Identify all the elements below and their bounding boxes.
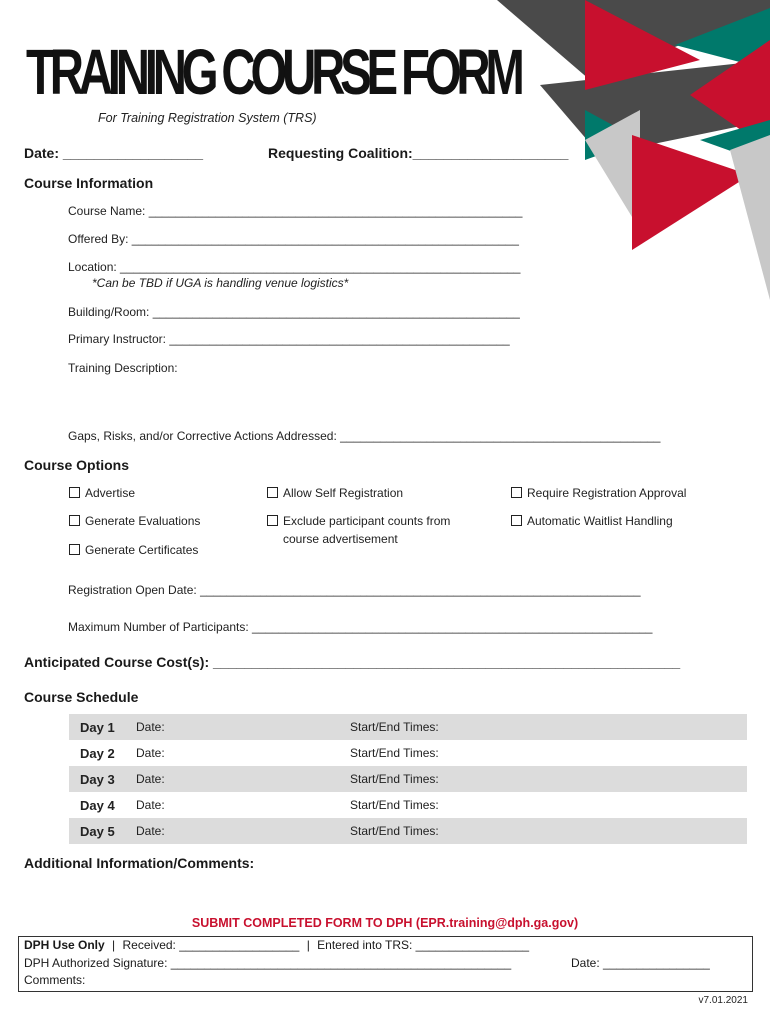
training-description-field[interactable]: Training Description:	[68, 361, 178, 375]
checkbox-icon	[69, 487, 80, 498]
table-row	[69, 714, 747, 740]
primary-instructor-field[interactable]: Primary Instructor: ___________________________________________________	[68, 332, 510, 346]
day-label: Day 3	[80, 771, 115, 787]
location-note: *Can be TBD if UGA is handling venue logistics*	[92, 276, 349, 290]
dph-date-field[interactable]: Date: ________________	[571, 956, 710, 970]
checkbox-label: Require Registration Approval	[527, 486, 687, 500]
location-field[interactable]: Location: ____________________________________________________________	[68, 260, 521, 274]
table-row	[69, 818, 747, 844]
course-options-heading: Course Options	[24, 457, 130, 473]
form-title: TRAINING COURSE FORM	[26, 36, 520, 108]
exclude-participant-counts-checkbox[interactable]	[267, 514, 450, 528]
course-information-heading: Course Information	[24, 175, 154, 191]
checkbox-icon	[267, 487, 278, 498]
generate-evaluations-checkbox[interactable]	[69, 514, 200, 528]
received-field[interactable]: Received: __________________	[122, 938, 300, 952]
day-label: Day 2	[80, 745, 115, 761]
times-cell[interactable]: Start/End Times:	[350, 720, 439, 734]
dph-comments-field[interactable]: Comments:	[24, 973, 86, 987]
times-cell[interactable]: Start/End Times:	[350, 798, 439, 812]
additional-comments-field[interactable]: Additional Information/Comments:	[24, 855, 255, 871]
generate-certificates-checkbox[interactable]	[69, 543, 198, 557]
advertise-checkbox[interactable]	[69, 486, 135, 500]
times-cell[interactable]: Start/End Times:	[350, 746, 439, 760]
course-schedule-heading: Course Schedule	[24, 689, 139, 705]
table-row	[69, 766, 747, 792]
require-registration-approval-checkbox[interactable]	[511, 486, 686, 500]
table-row	[69, 792, 747, 818]
allow-self-registration-checkbox[interactable]	[267, 486, 403, 500]
course-name-field[interactable]: Course Name: ________________________________________________________	[68, 204, 523, 218]
form-subtitle: For Training Registration System (TRS)	[98, 111, 317, 125]
checkbox-label: Allow Self Registration	[283, 486, 404, 500]
exclude-participant-counts-label-line2: course advertisement	[283, 532, 398, 546]
gaps-risks-field[interactable]: Gaps, Risks, and/or Corrective Actions Addressed: ________________________________________________	[68, 429, 661, 443]
offered-by-field[interactable]: Offered By: __________________________________________________________	[68, 232, 519, 246]
checkbox-label: Automatic Waitlist Handling	[527, 514, 673, 528]
checkbox-icon	[511, 515, 522, 526]
requesting-coalition-field[interactable]: Requesting Coalition:____________________	[268, 145, 569, 161]
day-label: Day 5	[80, 823, 115, 839]
date-cell[interactable]: Date:	[136, 720, 165, 734]
dph-use-only-label: DPH Use Only	[24, 938, 105, 952]
dph-row-1	[24, 938, 529, 952]
automatic-waitlist-checkbox[interactable]	[511, 514, 673, 528]
registration-open-date-field[interactable]: Registration Open Date: __________________________________________________________________	[68, 583, 641, 597]
checkbox-icon	[69, 544, 80, 555]
course-schedule-table	[69, 714, 747, 844]
checkbox-label: Generate Certificates	[85, 543, 199, 557]
date-cell[interactable]: Date:	[136, 772, 165, 786]
day-label: Day 1	[80, 719, 115, 735]
banner-gray-bottom	[730, 135, 770, 300]
anticipated-cost-field[interactable]: Anticipated Course Cost(s): ____________________________________________________________	[24, 654, 681, 670]
submit-instructions: SUBMIT COMPLETED FORM TO DPH (EPR.training@dph.ga.gov)	[191, 916, 579, 930]
checkbox-icon	[267, 515, 278, 526]
max-participants-field[interactable]: Maximum Number of Participants: ____________________________________________________________	[68, 620, 653, 634]
separator: |	[306, 938, 310, 952]
date-cell[interactable]: Date:	[136, 798, 165, 812]
separator: |	[112, 938, 116, 952]
times-cell[interactable]: Start/End Times:	[350, 824, 439, 838]
checkbox-icon	[511, 487, 522, 498]
version-label: v7.01.2021	[698, 995, 748, 1006]
date-cell[interactable]: Date:	[136, 746, 165, 760]
checkbox-icon	[69, 515, 80, 526]
dph-signature-field[interactable]: DPH Authorized Signature: ___________________________________________________	[24, 956, 512, 970]
day-label: Day 4	[80, 797, 115, 813]
checkbox-label: Exclude participant counts from	[283, 514, 451, 528]
entered-into-trs-field[interactable]: Entered into TRS: _________________	[317, 938, 530, 952]
times-cell[interactable]: Start/End Times:	[350, 772, 439, 786]
dph-use-only-box	[18, 936, 753, 992]
table-row	[69, 740, 747, 766]
building-room-field[interactable]: Building/Room: _______________________________________________________	[68, 305, 520, 319]
checkbox-label: Generate Evaluations	[85, 514, 201, 528]
checkbox-label: Advertise	[85, 486, 136, 500]
date-cell[interactable]: Date:	[136, 824, 165, 838]
date-field[interactable]: Date: __________________	[24, 145, 204, 161]
